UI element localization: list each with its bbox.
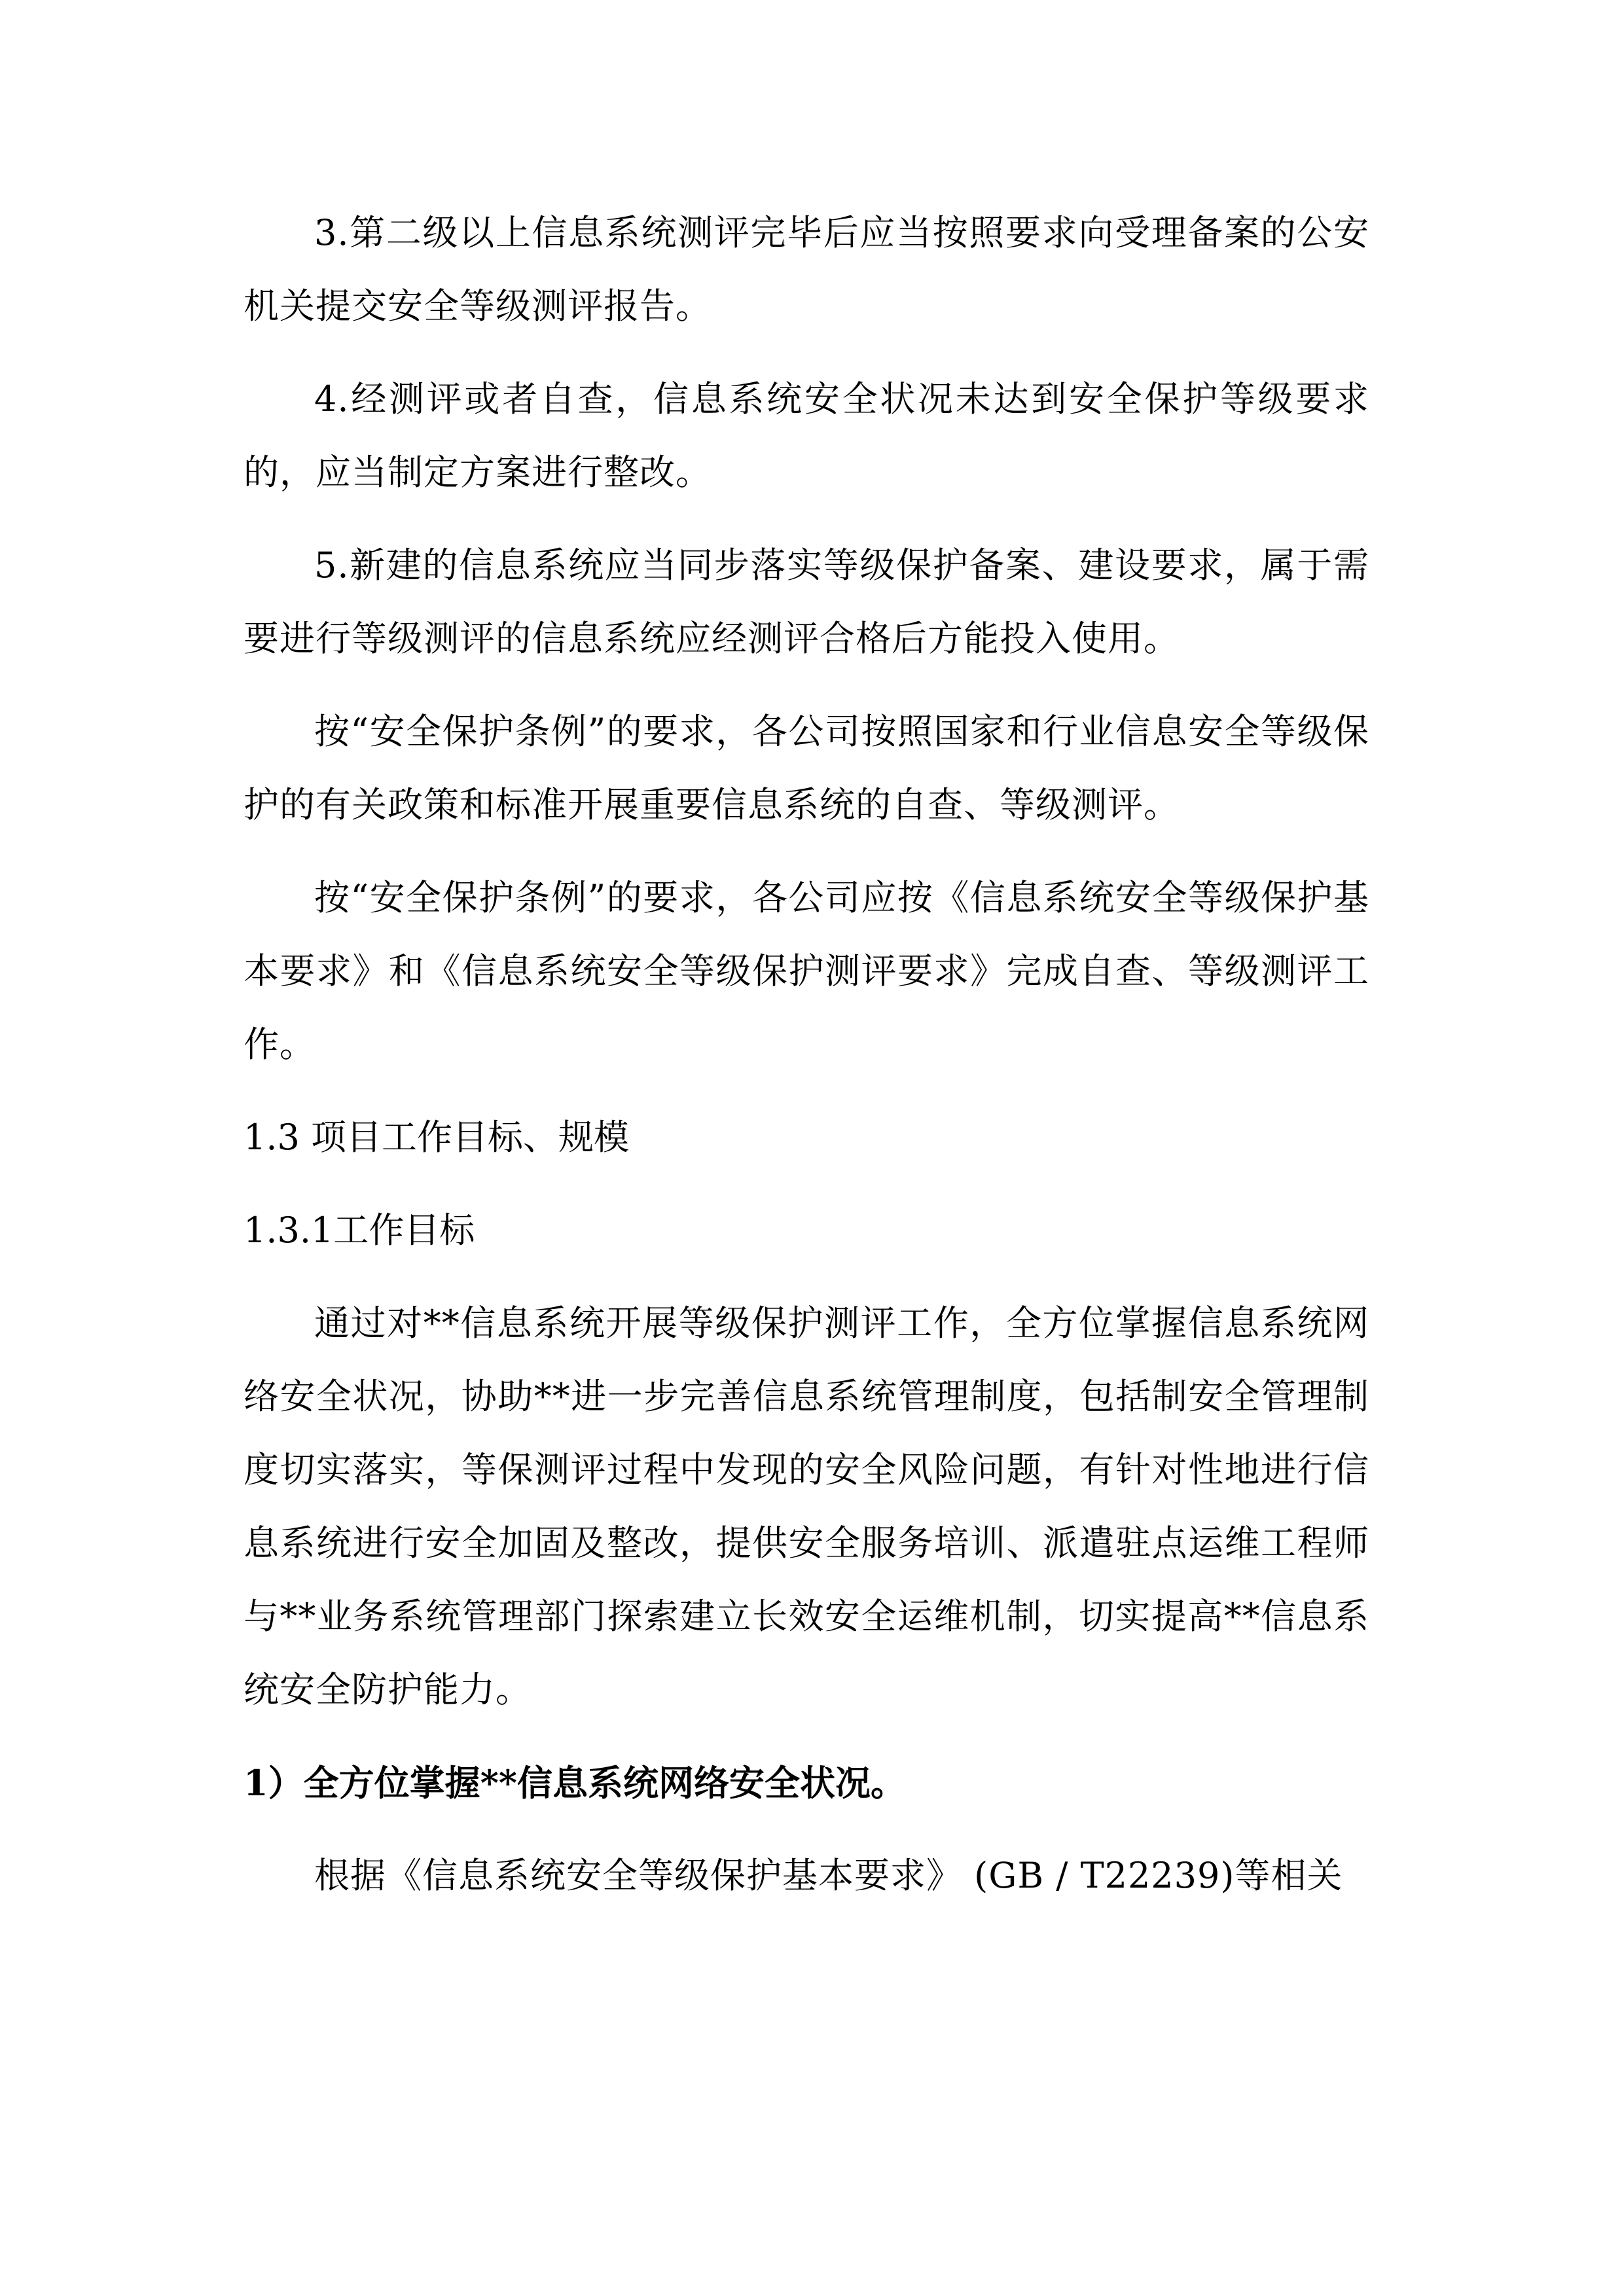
subsection-heading: 1.3.1工作目标 [244,1210,475,1251]
item-heading: 1）全方位掌握**信息系统网络安全状况。 [244,1762,907,1804]
paragraph-item-4: 4.经测评或者自查，信息系统安全状况未达到安全保护等级要求的，应当制定方案进行整改。 [244,378,1369,493]
paragraph-policy-2: 按“安全保护条例”的要求，各公司应按《信息系统安全等级保护基本要求》和《信息系统安全等级保护测评要求》完成自查、等级测评工作。 [244,877,1369,1065]
goal-paragraph: 通过对**信息系统开展等级保护测评工作，全方位掌握信息系统网络安全状况，协助**进一步完善信息系统管理制度，包括制安全管理制度切实落实，等保测评过程中发现的安全风险问题，有针对性地进行信息系统进行安全加固及整改，提供安全服务培训、派遣驻点运维工程师与**业务系统管理部门探索建立长效安全运维机制，切实提高**信息系统安全防护能力。 [244,1302,1369,1710]
paragraph-item-5: 5.新建的信息系统应当同步落实等级保护备案、建设要求，属于需要进行等级测评的信息系统应经测评合格后方能投入使用。 [244,545,1369,659]
document-page [244,196,1369,1932]
paragraph-item-3: 3.第二级以上信息系统测评完毕后应当按照要求向受理备案的公安机关提交安全等级测评报告。 [244,212,1369,327]
last-paragraph: 根据《信息系统安全等级保护基本要求》 (GB / T22239)等相关 [314,1855,1343,1896]
section-heading: 1.3 项目工作目标、规模 [244,1117,630,1158]
paragraph-policy-1: 按“安全保护条例”的要求，各公司按照国家和行业信息安全等级保护的有关政策和标准开展重要信息系统的自查、等级测评。 [244,711,1369,825]
